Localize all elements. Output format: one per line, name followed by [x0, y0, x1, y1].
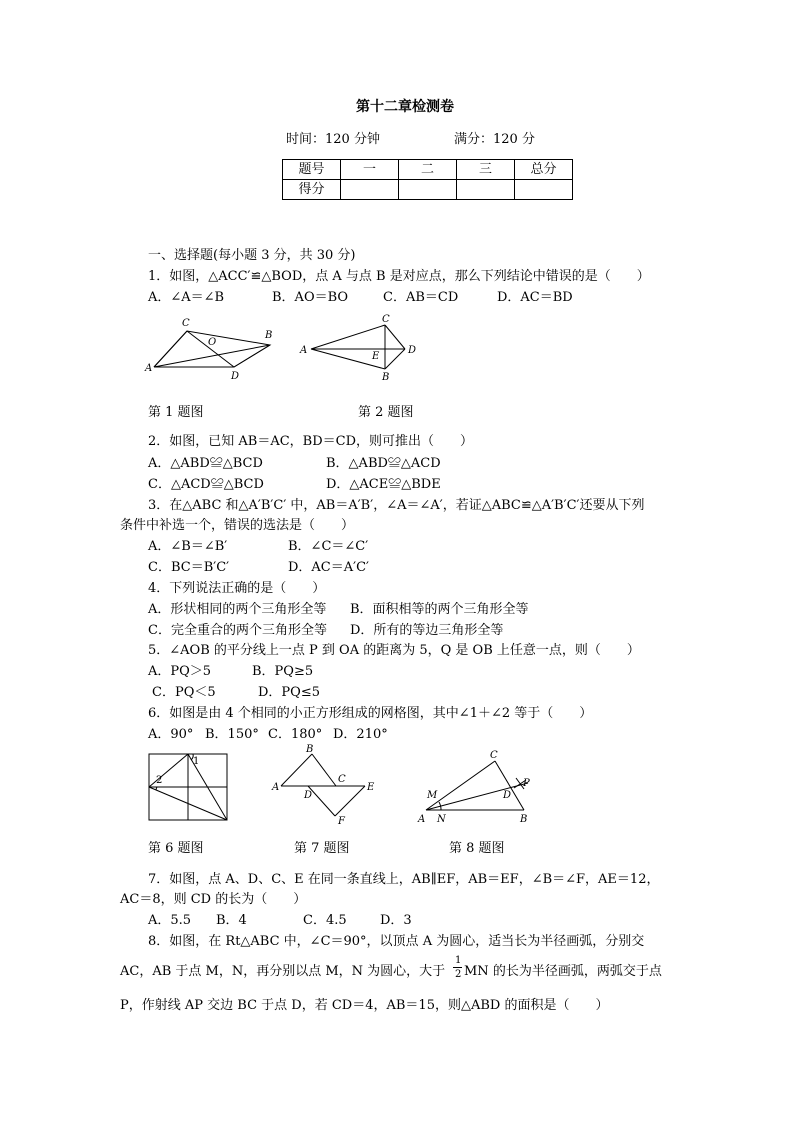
question-2-option-a: A．△ABD≌△BCD — [148, 456, 263, 471]
figure-7 — [268, 742, 383, 827]
question-7-stem: 7．如图，点 A、D、C、E 在同一条直线上，AB∥EF，AB＝EF，∠B＝∠F，AE＝12， — [148, 872, 660, 887]
figure-1-caption: 第 1 题图 — [148, 405, 204, 420]
fig2-label-e: E — [372, 351, 380, 362]
score-table-cell: 二 — [399, 160, 457, 180]
question-8-line-3: P，作射线 AP 交边 BC 于点 D，若 CD＝4，AB＝15，则△ABD 的面积是（ ） — [120, 998, 609, 1013]
question-3-stem-cont: 条件中补选一个，错误的选法是（ ） — [120, 518, 355, 533]
fig7-label-c: C — [338, 774, 346, 785]
question-3-option-c: C．BC＝B′C′ — [148, 560, 230, 575]
score-table-cell: 得分 — [283, 180, 341, 200]
fig1-label-b: B — [265, 330, 273, 341]
score-table-header-row — [283, 160, 573, 180]
score-table — [282, 159, 573, 200]
fig7-label-e: E — [367, 782, 375, 793]
question-3-option-b: B．∠C＝∠C′ — [288, 539, 369, 554]
question-5-stem: 5．∠AOB 的平分线上一点 P 到 OA 的距离为 5，Q 是 OB 上任意一点，则（ ） — [148, 643, 640, 658]
question-3-option-d: D．AC＝A′C′ — [288, 560, 369, 575]
question-4-option-a: A．形状相同的两个三角形全等 — [148, 602, 327, 617]
figure-6-caption: 第 6 题图 — [148, 841, 204, 856]
question-5-option-b: B．PQ≥5 — [252, 664, 314, 679]
question-1-option-d: D．AC＝BD — [497, 290, 573, 305]
fig2-label-c: C — [382, 314, 390, 325]
question-4-stem: 4．下列说法正确的是（ ） — [148, 581, 326, 596]
question-6-stem: 6．如图是由 4 个相同的小正方形组成的网格图，其中∠1＋∠2 等于（ ） — [148, 706, 593, 721]
question-6-option-c: C．180° — [268, 727, 323, 742]
fig1-label-a: A — [145, 363, 153, 374]
fig8-label-m: M — [427, 790, 438, 801]
question-5-option-c: C．PQ＜5 — [152, 685, 216, 700]
question-2-option-b: B．△ABD≌△ACD — [326, 456, 441, 471]
fig8-label-d: D — [503, 790, 512, 801]
figure-6 — [145, 750, 235, 825]
question-7-stem-cont: AC＝8，则 CD 的长为（ ） — [120, 892, 307, 907]
fig8-label-p: P — [523, 778, 530, 789]
fig6-label-1: 1 — [193, 756, 200, 767]
question-8-line-2a: AC，AB 于点 M，N，再分别以点 M，N 为圆心，大于 — [120, 964, 446, 979]
fig8-label-b: B — [520, 814, 528, 825]
question-1-option-b: B．AO＝BO — [272, 290, 349, 305]
fig7-label-f: F — [338, 816, 345, 827]
fig7-label-a: A — [272, 782, 280, 793]
figure-7-caption: 第 7 题图 — [294, 841, 350, 856]
score-table-cell: 题号 — [283, 160, 341, 180]
question-8-fraction-numerator: 1 — [455, 955, 462, 966]
question-1-option-c: C．AB＝CD — [383, 290, 459, 305]
exam-time: 时间：120 分钟 — [286, 132, 380, 147]
question-4-option-c: C．完全重合的两个三角形全等 — [148, 623, 327, 638]
fig6-label-2: 2 — [156, 775, 163, 786]
question-1-option-a: A．∠A＝∠B — [148, 290, 225, 305]
question-5-option-d: D．PQ≤5 — [258, 685, 320, 700]
score-table-cell: 三 — [457, 160, 515, 180]
question-2-stem: 2．如图，已知 AB＝AC，BD＝CD，则可推出（ ） — [148, 434, 474, 449]
fig7-label-d: D — [304, 790, 313, 801]
fig1-label-c: C — [182, 318, 190, 329]
fig1-label-d: D — [231, 371, 240, 382]
score-table-cell: 一 — [341, 160, 399, 180]
score-input-cell[interactable] — [457, 180, 515, 200]
score-table-score-row — [283, 180, 573, 200]
fig8-label-c: C — [490, 750, 498, 761]
question-6-option-d: D．210° — [333, 727, 388, 742]
figure-8-caption: 第 8 题图 — [449, 841, 505, 856]
score-table-cell: 总分 — [515, 160, 573, 180]
question-3-stem: 3．在△ABC 和△A′B′C′ 中，AB＝A′B′，∠A＝∠A′，若证△ABC≌△A′B′C′还要从下列 — [148, 498, 645, 513]
question-6-option-b: B．150° — [205, 727, 259, 742]
figure-2 — [295, 312, 425, 387]
question-6-option-a: A．90° — [148, 727, 194, 742]
fig7-label-b: B — [306, 744, 314, 755]
question-7-option-c: C．4.5 — [303, 913, 347, 928]
question-2-option-d: D．△ACE≌△BDE — [326, 477, 441, 492]
figure-2-caption: 第 2 题图 — [358, 405, 414, 420]
section-title: 一、选择题(每小题 3 分，共 30 分) — [148, 248, 356, 263]
full-score: 满分：120 分 — [454, 132, 535, 147]
question-1-stem: 1．如图，△ACC′≌△BOD，点 A 与点 B 是对应点，那么下列结论中错误的是（ ） — [148, 269, 650, 284]
question-8-fraction-bar — [453, 967, 462, 968]
fig2-label-a: A — [300, 345, 308, 356]
question-7-option-a: A．5.5 — [148, 913, 192, 928]
question-2-option-c: C．△ACD≌△BCD — [148, 477, 264, 492]
fig1-label-o: O — [208, 337, 217, 348]
question-3-option-a: A．∠B＝∠B′ — [148, 539, 228, 554]
question-7-option-d: D．3 — [380, 913, 412, 928]
question-8-fraction-denominator: 2 — [455, 969, 462, 980]
score-input-cell[interactable] — [515, 180, 573, 200]
fig2-label-d: D — [408, 345, 417, 356]
question-4-option-b: B．面积相等的两个三角形全等 — [350, 602, 529, 617]
fig8-label-a: A — [418, 814, 426, 825]
fig2-label-b: B — [382, 372, 390, 383]
figure-1 — [140, 312, 290, 387]
question-4-option-d: D．所有的等边三角形全等 — [350, 623, 504, 638]
figure-8 — [412, 746, 542, 826]
question-8-line-1: 8．如图，在 Rt△ABC 中，∠C＝90°，以顶点 A 为圆心，适当长为半径画弧，分别交 — [148, 934, 645, 949]
question-5-option-a: A．PQ＞5 — [148, 664, 212, 679]
fig8-label-n: N — [437, 814, 446, 825]
score-input-cell[interactable] — [399, 180, 457, 200]
question-8-line-2b: MN 的长为半径画弧，两弧交于点 — [464, 964, 662, 979]
page-title: 第十二章检测卷 — [356, 99, 454, 115]
score-input-cell[interactable] — [341, 180, 399, 200]
question-7-option-b: B．4 — [216, 913, 247, 928]
